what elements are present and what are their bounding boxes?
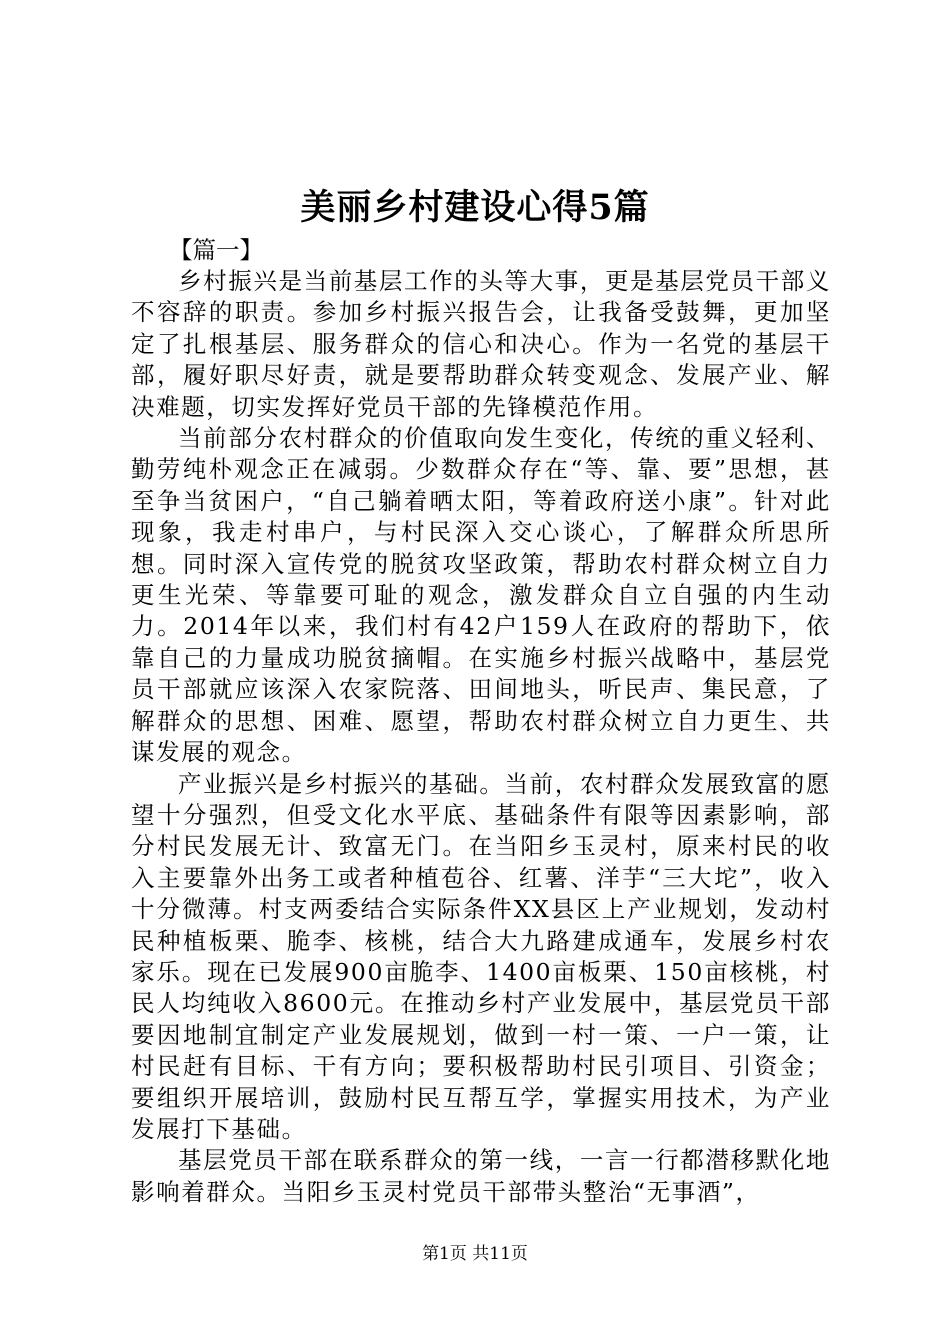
section-label: 【篇一】	[169, 236, 263, 264]
document-body	[131, 235, 831, 1208]
document-title: 美丽乡村建设心得5篇	[300, 187, 650, 228]
page-footer: 第1页 共11页	[422, 1244, 528, 1264]
paragraph-2: 当前部分农村群众的价值取向发生变化，传统的重义轻利、勤劳纯朴观念正在减弱。少数群众存在“等、靠、要”思想，甚至争当贫困户，“自己躺着晒太阳，等着政府送小康”。针对此现象，我走村串户，与村民深入交心谈心，了解群众所思所想。同时深入宣传党的脱贫攻坚政策，帮助农村群众树立自力更生光荣、等靠要可耻的观念，激发群众自立自强的内生动力。2014年以来，我们村有42户159人在政府的帮助下，依靠自己的力量成功脱贫摘帽。在实施乡村振兴战略中，基层党员干部就应该深入农家院落、田间地头，听民声、集民意，了解群众的思想、困难、愿望，帮助农村群众树立自力更生、共谋发展的观念。	[131, 424, 831, 767]
paragraph-4: 基层党员干部在联系群众的第一线，一言一行都潜移默化地影响着群众。当阳乡玉灵村党员干部带头整治“无事酒”，	[131, 1146, 831, 1206]
paragraph-3: 产业振兴是乡村振兴的基础。当前，农村群众发展致富的愿望十分强烈，但受文化水平底、基础条件有限等因素影响，部分村民发展无计、致富无门。在当阳乡玉灵村，原来村民的收入主要靠外出务工或者种植苞谷、红薯、洋芋“三大坨”，收入十分微薄。村支两委结合实际条件XX县区上产业规划，发动村民种植板栗、脆李、核桃，结合大九路建成通车，发展乡村农家乐。现在已发展900亩脆李、1400亩板栗、150亩核桃，村民人均纯收入8600元。在推动乡村产业发展中，基层党员干部要因地制宜制定产业发展规划，做到一村一策、一户一策，让村民赶有目标、干有方向；要积极帮助村民引项目、引资金；要组织开展培训，鼓励村民互帮互学，掌握实用技术，为产业发展打下基础。	[131, 769, 831, 1143]
paragraph-1: 乡村振兴是当前基层工作的头等大事，更是基层党员干部义不容辞的职责。参加乡村振兴报告会，让我备受鼓舞，更加坚定了扎根基层、服务群众的信心和决心。作为一名党的基层干部，履好职尽好责，就是要帮助群众转变观念、发展产业、解决难题，切实发挥好党员干部的先锋模范作用。	[131, 267, 831, 421]
